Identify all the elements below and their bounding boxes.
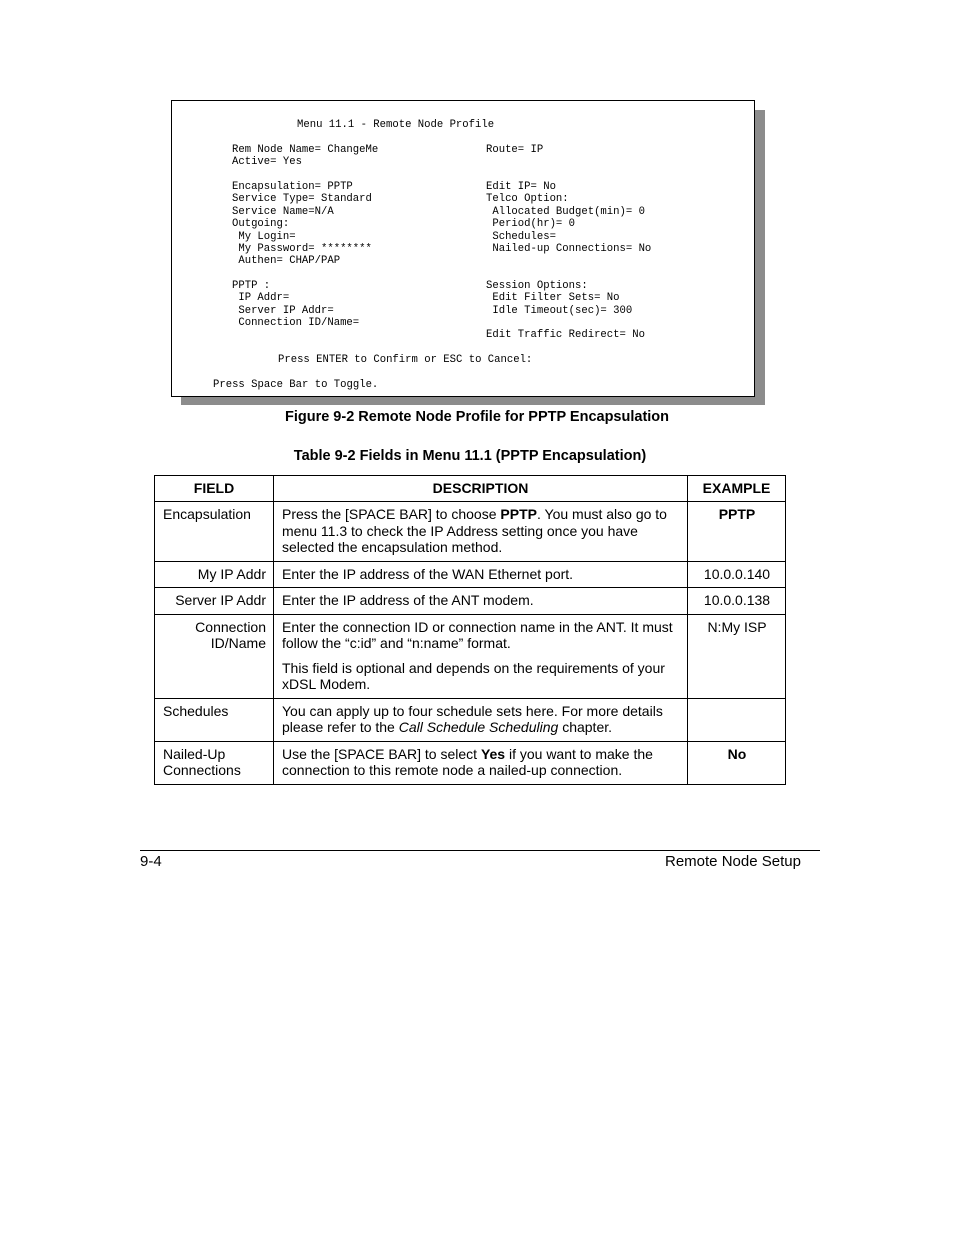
terminal-line: Allocated Budget(min)= 0 [486,205,645,218]
field-cell: My IP Addr [155,561,274,588]
figure-caption: Figure 9-2 Remote Node Profile for PPTP Encapsulation [284,409,670,425]
table-caption: Table 9-2 Fields in Menu 11.1 (PPTP Encapsulation) [293,448,647,464]
description-run: Enter the IP address of the ANT modem. [282,592,534,608]
description-run: Use the [SPACE BAR] to select [282,745,481,762]
terminal-line: Edit Traffic Redirect= No [486,329,645,342]
header-example: EXAMPLE [688,476,786,502]
description-run: You can apply up to four schedule sets here. For more details please refer to the [282,702,663,735]
description-paragraph [282,703,680,736]
header-description: DESCRIPTION [274,476,688,502]
description-paragraph [282,592,680,609]
terminal-line: Service Type= Standard [232,193,372,206]
description-run: Yes [480,745,506,762]
table-row [155,502,786,562]
description-run: . You must also go to menu 11.3 to check the IP Address setting once you have selected the encapsulation method. [282,506,667,555]
terminal-line: Active= Yes [232,156,302,169]
table-body [155,502,786,785]
table-row [155,561,786,588]
description-paragraph [282,746,680,779]
field-cell: Nailed-Up Connections [155,741,274,784]
description-paragraph [282,506,680,556]
example-cell: No [688,741,786,784]
description-run: chapter. [558,719,613,735]
terminal-line: Route= IP [486,144,544,156]
table-row [155,741,786,784]
terminal-line: Telco Option: [486,193,569,206]
terminal-line: IP Addr= [232,292,290,305]
terminal-line: PPTP : [232,279,271,292]
table-header-row [155,476,786,502]
example-cell [688,698,786,741]
terminal-line: Connection ID/Name= [232,317,360,330]
description-run: Enter the IP address of the WAN Ethernet port. [282,565,574,582]
description-cell [274,502,688,562]
description-cell [274,588,688,615]
description-run: Press the [SPACE BAR] to choose [282,506,501,522]
section-title: Remote Node Setup [665,853,801,870]
terminal-line: Rem Node Name= ChangeMe [232,144,379,156]
terminal-confirm-prompt: Press ENTER to Confirm or ESC to Cancel: [278,354,533,366]
example-cell: N:My ISP [688,614,786,698]
description-run: Enter the connection ID or connection name in the ANT. It must follow the “c:id” and “n:name” format. [282,618,673,651]
table-row [155,614,786,698]
terminal-line: Nailed-up Connections= No [486,242,652,255]
terminal-line: Edit IP= No [486,181,556,194]
field-cell: Schedules [155,698,274,741]
terminal-line: Schedules= [486,230,556,243]
description-cell [274,614,688,698]
terminal-line: Service Name=N/A [232,205,334,218]
example-cell: 10.0.0.140 [688,561,786,588]
fields-table [154,475,786,785]
terminal-line: Authen= CHAP/PAP [232,255,341,268]
description-cell [274,698,688,741]
terminal-line: My Password= ******** [232,242,372,255]
field-cell: Encapsulation [155,502,274,562]
description-cell [274,741,688,784]
terminal-toggle-hint: Press Space Bar to Toggle. [213,379,379,391]
description-run: Call Schedule Scheduling [398,719,559,735]
terminal-line: Server IP Addr= [232,304,334,317]
description-cell [274,561,688,588]
terminal-line: Edit Filter Sets= No [486,292,620,305]
terminal-screen [171,100,755,397]
terminal-line: Session Options: [486,279,588,292]
terminal-title: Menu 11.1 - Remote Node Profile [297,119,495,131]
footer-rule [140,850,820,851]
example-cell: PPTP [688,502,786,562]
page-number: 9-4 [140,853,162,870]
terminal-line: Encapsulation= PPTP [232,181,353,194]
description-paragraph [282,660,680,693]
terminal-line: Period(hr)= 0 [486,218,576,231]
table-row [155,588,786,615]
terminal-line: My Login= [232,230,296,243]
description-run: PPTP [500,506,537,522]
terminal-line: Idle Timeout(sec)= 300 [486,304,633,317]
terminal-line: Outgoing: [232,218,290,231]
table-row [155,698,786,741]
field-cell: Server IP Addr [155,588,274,615]
description-run: if you want to make the connection to this remote node a nailed-up connection. [282,745,653,778]
field-cell: Connection ID/Name [155,614,274,698]
description-paragraph [282,566,680,583]
description-paragraph [282,619,680,652]
example-cell: 10.0.0.138 [688,588,786,615]
description-run: This field is optional and depends on the requirements of your xDSL Modem. [282,659,665,692]
header-field: FIELD [155,476,274,502]
